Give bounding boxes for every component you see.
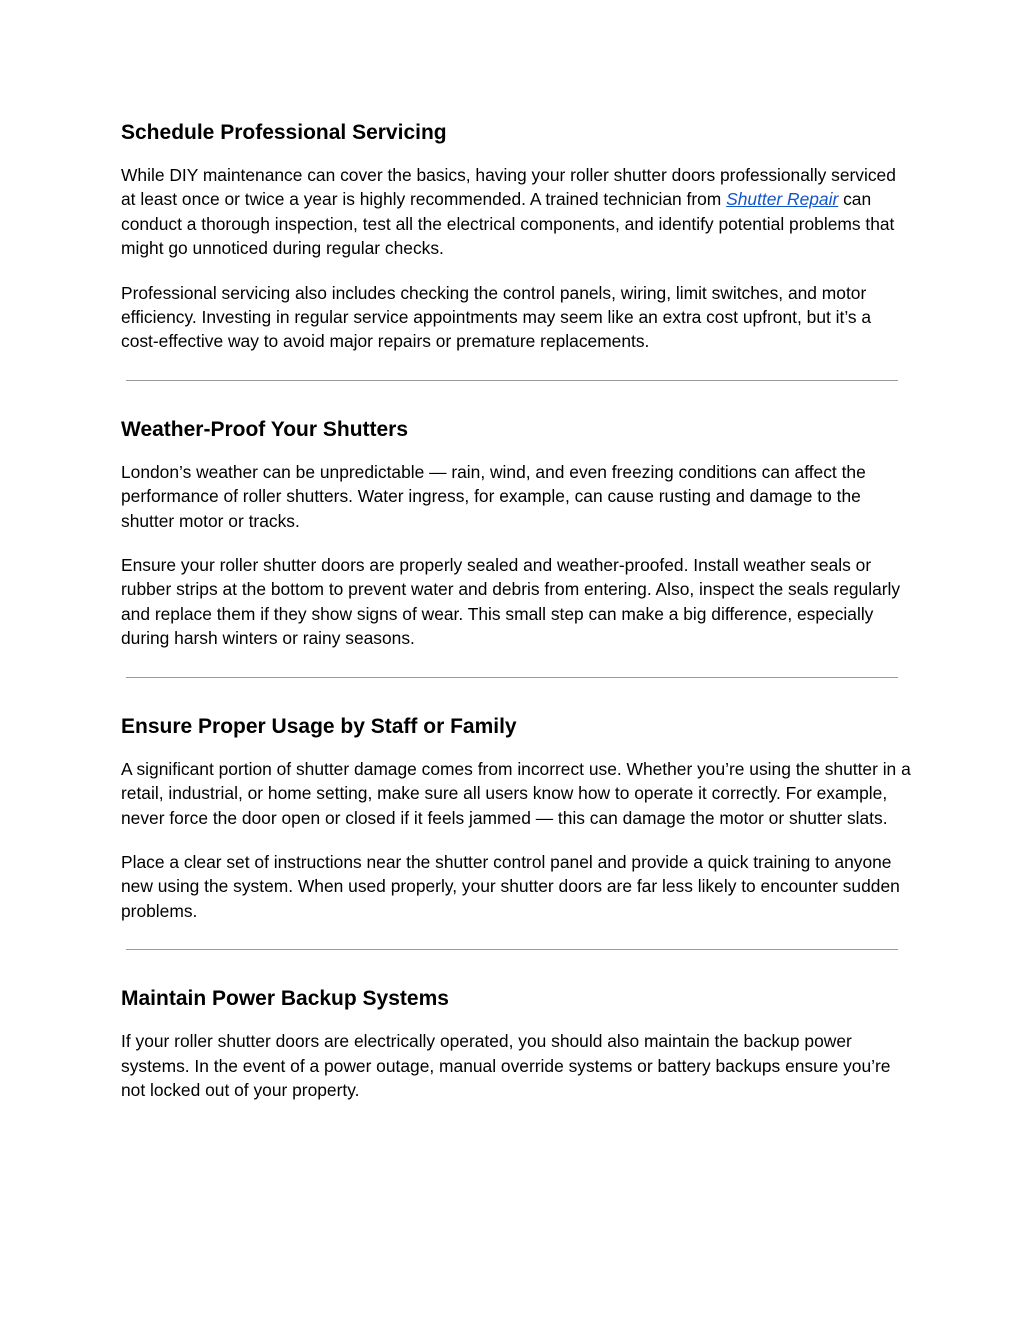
section-power-backup	[121, 984, 911, 1102]
section-paragraph: London’s weather can be unpredictable — rain, wind, and even freezing conditions can affect the performance of roller shutters. Water ingress, for example, can cause rusting and damage to the shutter motor or tracks.	[121, 461, 866, 531]
shutter-repair-link[interactable]: Shutter Repair	[726, 189, 839, 210]
section-divider	[126, 677, 898, 678]
section-paragraph	[121, 163, 911, 261]
document-body	[121, 118, 911, 1122]
section-heading: Ensure Proper Usage by Staff or Family	[121, 714, 517, 738]
paragraph-text: can conduct a thorough inspection, test all the electrical components, and identify potential problems that might go unnoticed during regular checks.	[121, 189, 895, 259]
section-paragraph: Professional servicing also includes checking the control panels, wiring, limit switches, and motor efficiency. Investing in regular service appointments may seem like an extra cost upfront, but it’s a cost-effective way to avoid major repairs or premature replacements.	[121, 282, 872, 352]
section-professional-servicing	[121, 118, 911, 354]
section-heading: Schedule Professional Servicing	[121, 121, 447, 144]
section-paragraph: Ensure your roller shutter doors are properly sealed and weather-proofed. Install weather seals or rubber strips at the bottom to prevent water and debris from entering. Also, inspect the seals regularly and replace them if they show signs of wear. This small step can make a big difference, especially during harsh winters or rainy seasons.	[121, 555, 901, 649]
section-paragraph: Place a clear set of instructions near the shutter control panel and provide a quick training to anyone new using the system. When used properly, your shutter doors are far less likely to encounter sudden problems.	[121, 851, 900, 921]
section-divider	[126, 380, 898, 381]
section-proper-usage	[121, 712, 911, 923]
section-paragraph: If your roller shutter doors are electrically operated, you should also maintain the backup power systems. In the event of a power outage, manual override systems or battery backups ensure you’re not locked out of your property.	[121, 1031, 891, 1100]
paragraph-text: While DIY maintenance can cover the basics, having your roller shutter doors professionally serviced at least once or twice a year is highly recommended. A trained technician from	[121, 165, 896, 210]
section-weather-proof	[121, 415, 911, 651]
section-paragraph: A significant portion of shutter damage comes from incorrect use. Whether you’re using the shutter in a retail, industrial, or home setting, make sure all users know how to operate it correctly. For example, never force the door open or closed if it feels jammed — this can damage the motor or shutter slats.	[121, 758, 911, 828]
section-heading: Maintain Power Backup Systems	[121, 987, 449, 1011]
section-heading: Weather-Proof Your Shutters	[121, 417, 409, 441]
section-divider	[126, 949, 898, 950]
